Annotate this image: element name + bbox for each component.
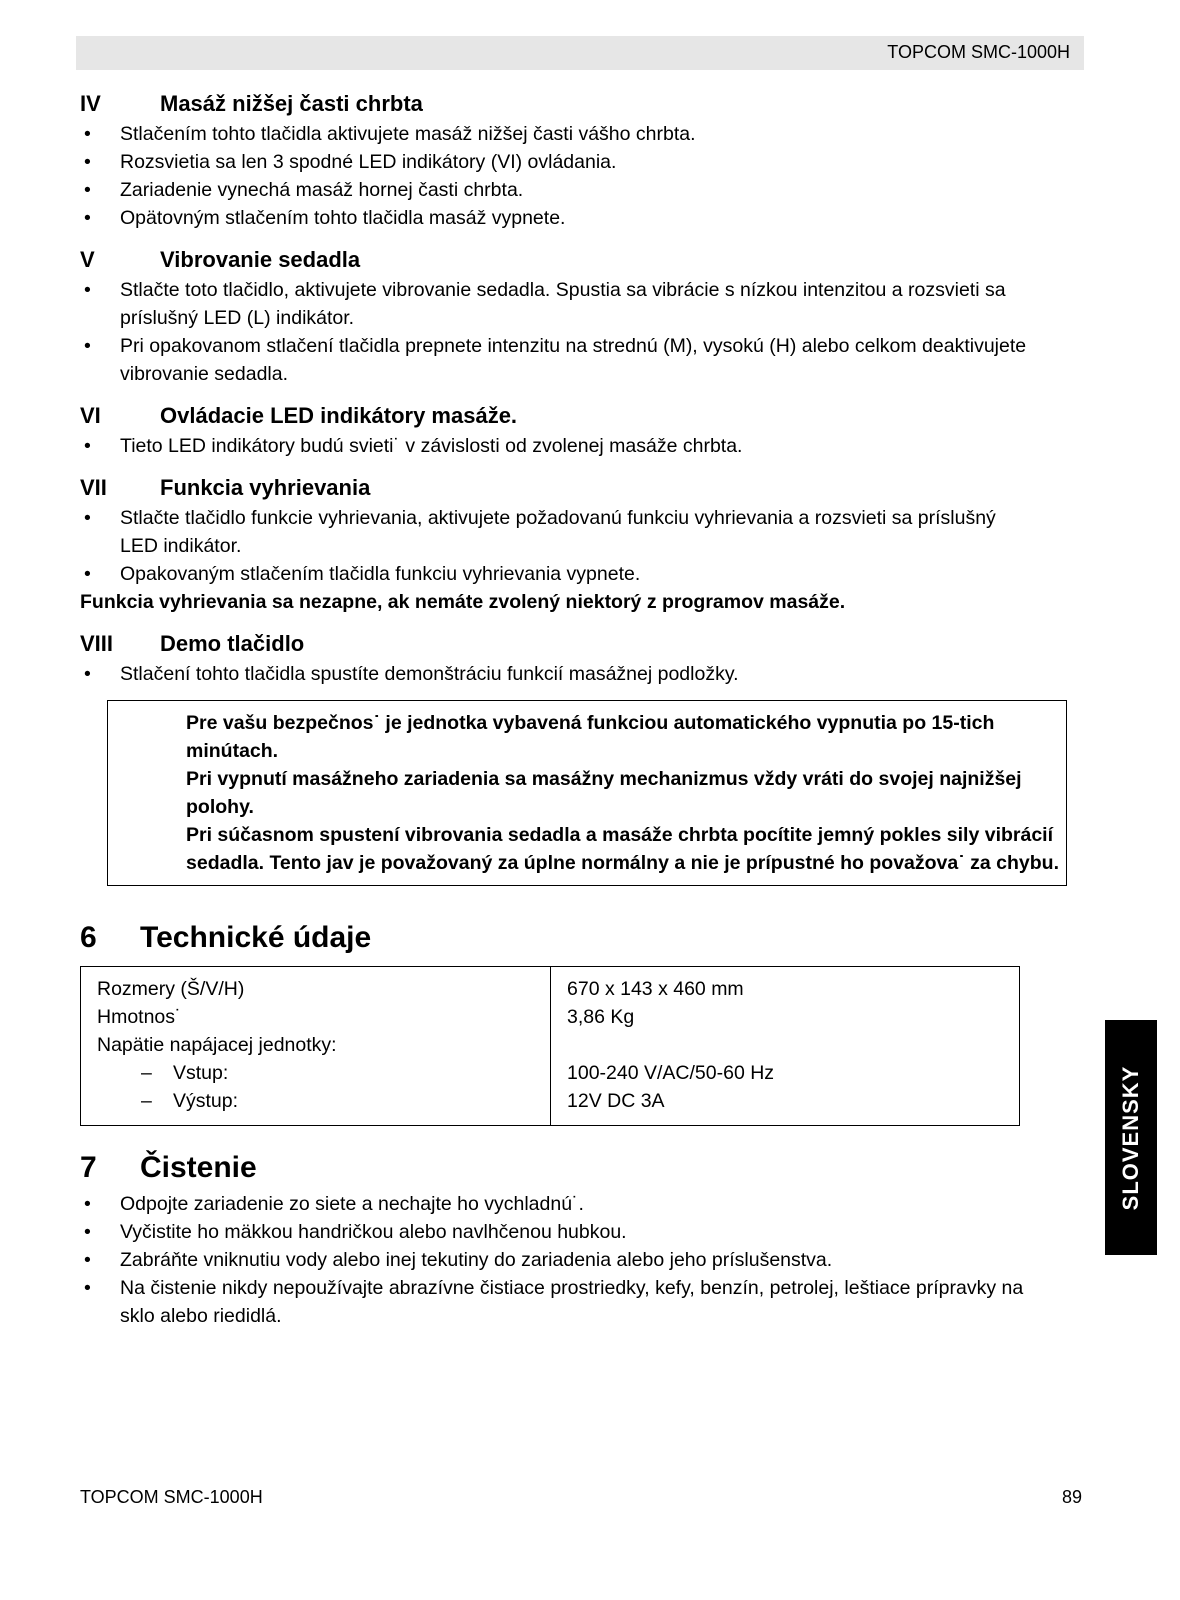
spec-table (80, 966, 1020, 1126)
section (80, 88, 1070, 232)
section-title: Masáž nižšej časti chrbta (160, 91, 423, 116)
spec-label: Hmotnos˙ (97, 1006, 182, 1028)
notice-paragraph: Pri súčasnom spustení vibrovania sedadla a masáže chrbta pocítite jemný pokles sily vibrácií sedadla. Tento jav je považovaný za úplne normálny a nie je prípustné ho považova˙ za chybu. (186, 824, 1060, 874)
bullet-list (80, 660, 1070, 688)
language-side-tab-label: SLOVENSKY (1118, 1065, 1143, 1210)
spec-label-column (81, 967, 551, 1125)
tech-heading (80, 918, 1070, 958)
cleaning-heading-title: Čistenie (140, 1151, 257, 1184)
spec-value-row (567, 1003, 774, 1031)
bullet-item: • Na čistenie nikdy nepoužívajte abrazívne čistiace prostriedky, kefy, benzín, petrolej, leštiace prípravky na sklo alebo riedidlá. (80, 1274, 1070, 1330)
section-heading (80, 472, 1070, 504)
spec-value: 12V DC 3A (567, 1090, 665, 1112)
sections (80, 88, 1070, 688)
spec-label: Rozmery (Š/V/H) (97, 978, 245, 1000)
bullet-item: • Pri opakovanom stlačení tlačidla prepnete intenzitu na strednú (M), vysokú (H) alebo celkom deaktivujete vibrovanie sedadla. (80, 332, 1070, 388)
cleaning-list (80, 1190, 1070, 1330)
bold-note: Funkcia vyhrievania sa nezapne, ak nemáte zvolený niektorý z programov masáže. (80, 591, 846, 613)
section-number: IV (80, 91, 101, 116)
spec-label: Napätie napájacej jednotky: (97, 1034, 337, 1056)
bullet-item: • Opakovaným stlačením tlačidla funkciu vyhrievania vypnete. (80, 560, 1070, 588)
dash-mark: – (141, 1090, 152, 1112)
tech-heading-number: 6 (80, 921, 97, 954)
header-title: TOPCOM SMC-1000H (887, 42, 1070, 62)
spec-value-column (551, 967, 790, 1125)
spec-label-row (97, 975, 534, 1003)
page-number: 89 (1061, 1487, 1082, 1507)
spec-value-row (567, 975, 774, 1003)
notice-paragraph: Pre vašu bezpečnos˙ je jednotka vybavená funkciou automatického vypnutia po 15-tich minútach. (186, 712, 995, 762)
spec-label-row (97, 1031, 534, 1059)
section-title: Funkcia vyhrievania (160, 475, 371, 500)
tech-heading-title: Technické údaje (140, 921, 372, 954)
spec-value: 3,86 Kg (567, 1006, 635, 1028)
bullet-list (80, 276, 1070, 388)
spec-label: Výstup: (173, 1090, 239, 1112)
section-title: Vibrovanie sedadla (160, 247, 361, 272)
footer-title: TOPCOM SMC-1000H (80, 1487, 263, 1507)
spec-label: Vstup: (173, 1062, 229, 1084)
bullet-list (80, 120, 1070, 232)
bullet-item: • Zariadenie vynechá masáž hornej časti chrbta. (80, 176, 1070, 204)
section-title: Demo tlačidlo (160, 631, 305, 656)
spec-label-row (97, 1087, 534, 1115)
cleaning-heading-number: 7 (80, 1151, 97, 1184)
page-content (80, 88, 1070, 1330)
section-number: VII (80, 475, 107, 500)
section (80, 400, 1070, 460)
section-heading (80, 88, 1070, 120)
language-side-tab (1105, 1020, 1157, 1255)
bullet-item: • Vyčistite ho mäkkou handričkou alebo navlhčenou hubkou. (80, 1218, 1070, 1246)
dash-mark: – (141, 1062, 152, 1084)
section (80, 244, 1070, 388)
bullet-item: • Stlačte tlačidlo funkcie vyhrievania, aktivujete požadovanú funkciu vyhrievania a rozsvieti sa príslušný LED indikátor. (80, 504, 1070, 560)
header-bar (76, 36, 1084, 70)
bullet-item: • Rozsvietia sa len 3 spodné LED indikátory (VI) ovládania. (80, 148, 1070, 176)
bullet-item: • Stlačte toto tlačidlo, aktivujete vibrovanie sedadla. Spustia sa vibrácie s nízkou intenzitou a rozsvieti sa príslušný LED (L) indikátor. (80, 276, 1070, 332)
bullet-list (80, 504, 1070, 588)
bullet-item: • Odpojte zariadenie zo siete a nechajte ho vychladnú˙. (80, 1190, 1070, 1218)
bullet-item: • Opätovným stlačením tohto tlačidla masáž vypnete. (80, 204, 1070, 232)
spec-value-row (567, 1087, 774, 1115)
bullet-item: • Zabráňte vniknutiu vody alebo inej tekutiny do zariadenia alebo jeho príslušenstva. (80, 1246, 1070, 1274)
bullet-item: • Stlačením tohto tlačidla aktivujete masáž nižšej časti vášho chrbta. (80, 120, 1070, 148)
section-heading (80, 244, 1070, 276)
spec-value-row (567, 1059, 774, 1087)
spec-label-row (97, 1003, 534, 1031)
spec-label-row (97, 1059, 534, 1087)
bullet-item: • Stlačení tohto tlačidla spustíte demonštráciu funkcií masážnej podložky. (80, 660, 1070, 688)
section-title: Ovládacie LED indikátory masáže. (160, 403, 518, 428)
section-heading (80, 400, 1070, 432)
section-number: VIII (80, 631, 114, 656)
cleaning-heading (80, 1148, 1070, 1188)
section-number: V (80, 247, 95, 272)
section-number: VI (80, 403, 101, 428)
spec-value-row (567, 1031, 774, 1059)
section (80, 472, 1070, 616)
notice-box (107, 700, 1067, 886)
section-heading (80, 628, 1070, 660)
notice-paragraph: Pri vypnutí masážneho zariadenia sa masážny mechanizmus vždy vráti do svojej najnižšej polohy. (186, 768, 1022, 818)
section (80, 628, 1070, 688)
bullet-list (80, 432, 1070, 460)
bullet-item: • Tieto LED indikátory budú svieti˙ v závislosti od zvolenej masáže chrbta. (80, 432, 1070, 460)
spec-value: 670 x 143 x 460 mm (567, 978, 744, 1000)
spec-value: 100-240 V/AC/50-60 Hz (567, 1062, 775, 1084)
